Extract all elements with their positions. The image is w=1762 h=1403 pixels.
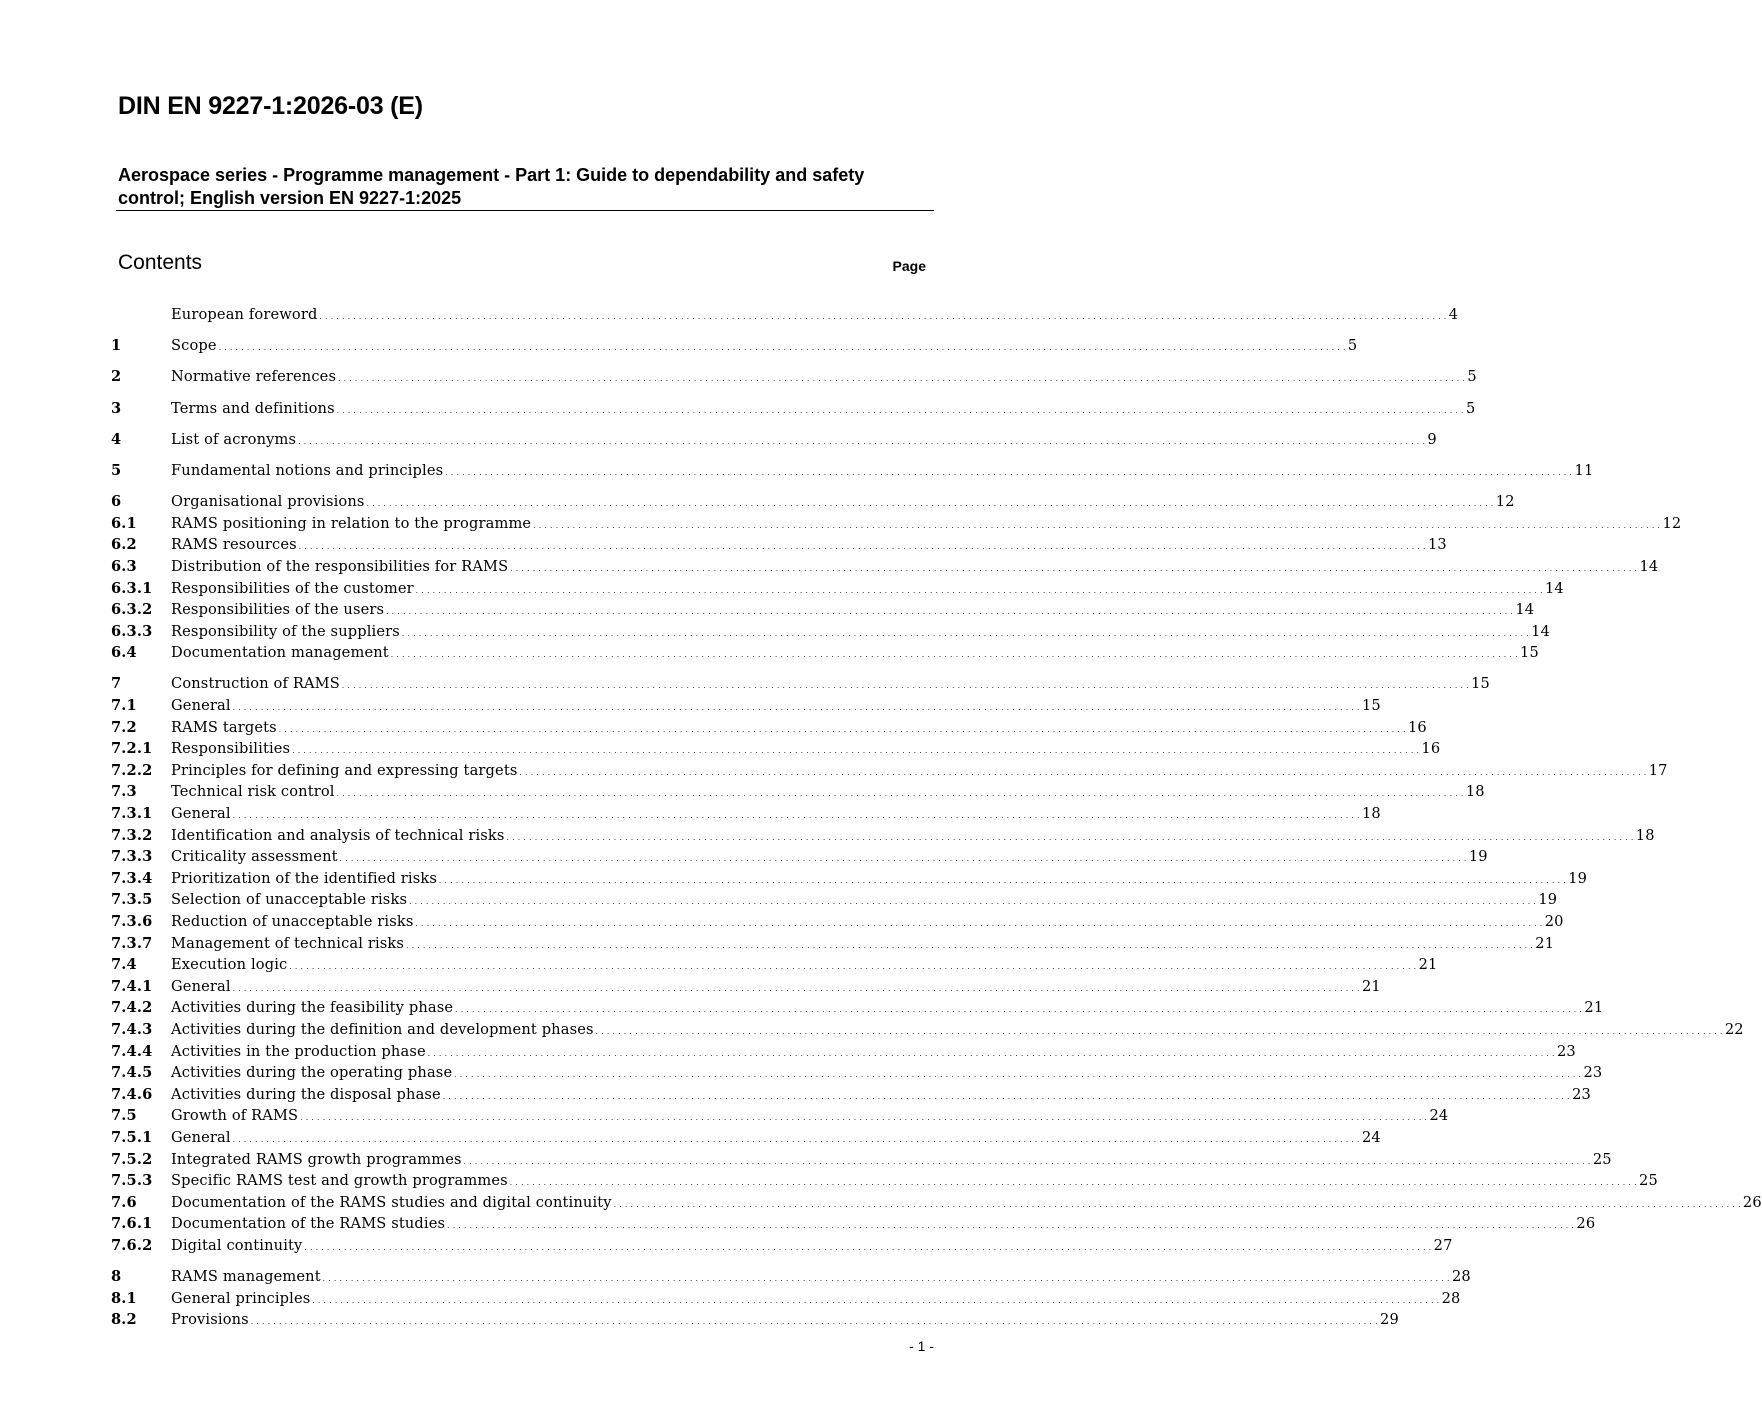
toc-section-number: 7.3.4 <box>111 869 153 887</box>
toc-section-number: 6.3.2 <box>111 601 153 619</box>
toc-dot-leader: . . . . . . . . . . . . . . . . . . . . . . . . . . . . . . . . . . . . . . . . . . . . . . . . . . . . . . . . . . . . . . . . . . . . . . . . . . . . . . . . . . . . . . . . . . . . . . . . . . . . . . . . . . . . . . . . . . . . . . . . . . . . . . . . . . . . . . . . . . . . . . . . . . . . . . . . . . . . . . . . . . . . . . . . . . . . . . . . . . . . . . . . . . . . . . . . . . . . . . . . <box>218 344 1346 353</box>
toc-section-title[interactable]: Integrated RAMS growth programmes <box>171 1150 462 1168</box>
toc-section-title[interactable]: Identification and analysis of technical risks <box>171 826 505 844</box>
toc-entry[interactable] <box>111 304 1459 326</box>
toc-dot-leader: . . . . . . . . . . . . . . . . . . . . . . . . . . . . . . . . . . . . . . . . . . . . . . . . . . . . . . . . . . . . . . . . . . . . . . . . . . . . . . . . . . . . . . . . . . . . . . . . . . . . . . . . . . . . . . . . . . . . . . . . . . . . . . . . . . . . . . . . . . . . . . . . . . . . . . . . . . . . . . . . . . . . . . . . . . . . . . . . . . . . . . . . . . . . . . . . . . . . . . . . <box>415 586 1543 595</box>
toc-page-number: 29 <box>1380 1311 1399 1329</box>
toc-dot-leader: . . . . . . . . . . . . . . . . . . . . . . . . . . . . . . . . . . . . . . . . . . . . . . . . . . . . . . . . . . . . . . . . . . . . . . . . . . . . . . . . . . . . . . . . . . . . . . . . . . . . . . . . . . . . . . . . . . . . . . . . . . . . . . . . . . . . . . . . . . . . . . . . . . . . . . . . . . . . . . . . . . . . . . . . . . . . . . . . . . . . . . . . . . . . . . . . . . . . . . . . <box>442 1092 1571 1101</box>
toc-page-number: 23 <box>1583 1064 1603 1082</box>
toc-section-title[interactable]: Specific RAMS test and growth programmes <box>171 1172 508 1190</box>
toc-dot-leader: . . . . . . . . . . . . . . . . . . . . . . . . . . . . . . . . . . . . . . . . . . . . . . . . . . . . . . . . . . . . . . . . . . . . . . . . . . . . . . . . . . . . . . . . . . . . . . . . . . . . . . . . . . . . . . . . . . . . . . . . . . . . . . . . . . . . . . . . . . . . . . . . . . . . . . . . . . . . . . . . . . . . . . . . . . . . . . . . . . . . . . . . . . . . . . . . . . . . . . . . <box>336 406 1464 415</box>
toc-dot-leader: . . . . . . . . . . . . . . . . . . . . . . . . . . . . . . . . . . . . . . . . . . . . . . . . . . . . . . . . . . . . . . . . . . . . . . . . . . . . . . . . . . . . . . . . . . . . . . . . . . . . . . . . . . . . . . . . . . . . . . . . . . . . . . . . . . . . . . . . . . . . . . . . . . . . . . . . . . . . . . . . . . . . . . . . . . . . . . . . . . . . . . . . . . . . . . . . . . . . . . . . <box>506 833 1634 842</box>
toc-page-number: 28 <box>1441 1289 1461 1307</box>
toc-dot-leader: . . . . . . . . . . . . . . . . . . . . . . . . . . . . . . . . . . . . . . . . . . . . . . . . . . . . . . . . . . . . . . . . . . . . . . . . . . . . . . . . . . . . . . . . . . . . . . . . . . . . . . . . . . . . . . . . . . . . . . . . . . . . . . . . . . . . . . . . . . . . . . . . . . . . . . . . . . . . . . . . . . . . . . . . . . . . . . . . . . . . . . . . . . . . . . . . . . . . . . . . <box>339 855 1467 864</box>
toc-dot-leader: . . . . . . . . . . . . . . . . . . . . . . . . . . . . . . . . . . . . . . . . . . . . . . . . . . . . . . . . . . . . . . . . . . . . . . . . . . . . . . . . . . . . . . . . . . . . . . . . . . . . . . . . . . . . . . . . . . . . . . . . . . . . . . . . . . . . . . . . . . . . . . . . . . . . . . . . . . . . . . . . . . . . . . . . . . . . . . . . . . . . . . . . . . . . . . . . . . . . . . . . <box>455 1006 1583 1015</box>
toc-section-title[interactable]: Normative references <box>171 368 337 386</box>
toc-section-number: 8.2 <box>111 1311 137 1329</box>
footer-page-number: - 1 - <box>909 1338 934 1354</box>
toc-entry[interactable] <box>111 1105 1449 1127</box>
toc-entry[interactable] <box>111 1235 1453 1257</box>
toc-dot-leader: . . . . . . . . . . . . . . . . . . . . . . . . . . . . . . . . . . . . . . . . . . . . . . . . . . . . . . . . . . . . . . . . . . . . . . . . . . . . . . . . . . . . . . . . . . . . . . . . . . . . . . . . . . . . . . . . . . . . . . . . . . . . . . . . . . . . . . . . . . . . . . . . . . . . . . . . . . . . . . . . . . . . . . . . . . . . . . . . . . . . . . . . . . . . . . . . . . . . . . . . <box>390 651 1519 660</box>
toc-section-number: 7.6.1 <box>111 1215 153 1233</box>
toc-dot-leader: . . . . . . . . . . . . . . . . . . . . . . . . . . . . . . . . . . . . . . . . . . . . . . . . . . . . . . . . . . . . . . . . . . . . . . . . . . . . . . . . . . . . . . . . . . . . . . . . . . . . . . . . . . . . . . . . . . . . . . . . . . . . . . . . . . . . . . . . . . . . . . . . . . . . . . . . . . . . . . . . . . . . . . . . . . . . . . . . . . . . . . . . . . . . . . . . . . . . . . . . <box>292 747 1420 756</box>
toc-page-number: 25 <box>1639 1172 1658 1190</box>
toc-entry[interactable] <box>111 366 1477 388</box>
toc-dot-leader: . . . . . . . . . . . . . . . . . . . . . . . . . . . . . . . . . . . . . . . . . . . . . . . . . . . . . . . . . . . . . . . . . . . . . . . . . . . . . . . . . . . . . . . . . . . . . . . . . . . . . . . . . . . . . . . . . . . . . . . . . . . . . . . . . . . . . . . . . . . . . . . . . . . . . . . . . . . . . . . . . . . . . . . . . . . . . . . . . . . . . . . . . . . . . . . . . . . . . . . . <box>300 1114 1428 1123</box>
toc-section-number: 2 <box>111 368 122 386</box>
toc-entry[interactable] <box>111 717 1427 739</box>
toc-dot-leader: . . . . . . . . . . . . . . . . . . . . . . . . . . . . . . . . . . . . . . . . . . . . . . . . . . . . . . . . . . . . . . . . . . . . . . . . . . . . . . . . . . . . . . . . . . . . . . . . . . . . . . . . . . . . . . . . . . . . . . . . . . . . . . . . . . . . . . . . . . . . . . . . . . . . . . . . . . . . . . . . . . . . . . . . . . . . . . . . . . . . . . . . . . . . . . . . . . . . . . . . <box>445 468 1573 477</box>
toc-dot-leader: . . . . . . . . . . . . . . . . . . . . . . . . . . . . . . . . . . . . . . . . . . . . . . . . . . . . . . . . . . . . . . . . . . . . . . . . . . . . . . . . . . . . . . . . . . . . . . . . . . . . . . . . . . . . . . . . . . . . . . . . . . . . . . . . . . . . . . . . . . . . . . . . . . . . . . . . . . . . . . . . . . . . . . . . . . . . . . . . . . . . . . . . . . . . . . . . . . . . . . . . <box>613 1200 1741 1209</box>
toc-entry[interactable] <box>111 673 1490 695</box>
toc-page-number: 19 <box>1468 848 1488 866</box>
toc-entry[interactable] <box>111 534 1447 556</box>
toc-page-number: 27 <box>1433 1236 1453 1254</box>
toc-section-number: 6.2 <box>111 536 137 554</box>
toc-page-number: 5 <box>1347 337 1358 355</box>
toc-section-title[interactable]: Scope <box>171 337 217 355</box>
toc-dot-leader: . . . . . . . . . . . . . . . . . . . . . . . . . . . . . . . . . . . . . . . . . . . . . . . . . . . . . . . . . . . . . . . . . . . . . . . . . . . . . . . . . . . . . . . . . . . . . . . . . . . . . . . . . . . . . . . . . . . . . . . . . . . . . . . . . . . . . . . . . . . . . . . . . . . . . . . . . . . . . . . . . . . . . . . . . . . . . . . . . . . . . . . . . . . . . . . . . . . . . . . . <box>298 437 1426 446</box>
toc-page-number: 9 <box>1427 430 1437 448</box>
table-of-contents <box>111 304 1762 1331</box>
toc-entry[interactable] <box>111 1127 1381 1149</box>
toc-section-title[interactable]: Growth of RAMS <box>171 1107 299 1125</box>
toc-entry[interactable] <box>111 1062 1603 1084</box>
toc-entry[interactable] <box>111 868 1588 890</box>
toc-entry[interactable] <box>111 1309 1399 1331</box>
toc-dot-leader: . . . . . . . . . . . . . . . . . . . . . . . . . . . . . . . . . . . . . . . . . . . . . . . . . . . . . . . . . . . . . . . . . . . . . . . . . . . . . . . . . . . . . . . . . . . . . . . . . . . . . . . . . . . . . . . . . . . . . . . . . . . . . . . . . . . . . . . . . . . . . . . . . . . . . . . . . . . . . . . . . . . . . . . . . . . . . . . . . . . . . . . . . . . . . . . . . . . . . . . . <box>406 941 1534 950</box>
toc-section-title[interactable]: Responsibilities of the users <box>171 601 385 619</box>
toc-dot-leader: . . . . . . . . . . . . . . . . . . . . . . . . . . . . . . . . . . . . . . . . . . . . . . . . . . . . . . . . . . . . . . . . . . . . . . . . . . . . . . . . . . . . . . . . . . . . . . . . . . . . . . . . . . . . . . . . . . . . . . . . . . . . . . . . . . . . . . . . . . . . . . . . . . . . . . . . . . . . . . . . . . . . . . . . . . . . . . . . . . . . . . . . . . . . . . . . . . . . . . . . <box>454 1071 1582 1080</box>
toc-entry[interactable] <box>111 513 1682 535</box>
toc-dot-leader: . . . . . . . . . . . . . . . . . . . . . . . . . . . . . . . . . . . . . . . . . . . . . . . . . . . . . . . . . . . . . . . . . . . . . . . . . . . . . . . . . . . . . . . . . . . . . . . . . . . . . . . . . . . . . . . . . . . . . . . . . . . . . . . . . . . . . . . . . . . . . . . . . . . . . . . . . . . . . . . . . . . . . . . . . . . . . . . . . . . . . . . . . . . . . . . . . . . . . . . . <box>322 1275 1450 1284</box>
toc-section-title[interactable]: Activities during the definition and development phases <box>171 1020 594 1038</box>
toc-section-number: 6.1 <box>111 514 137 532</box>
toc-entry[interactable] <box>111 760 1668 782</box>
toc-section-title[interactable]: General principles <box>171 1289 311 1307</box>
toc-section-number: 1 <box>111 337 122 355</box>
toc-section-number: 7.4.4 <box>111 1042 153 1060</box>
toc-entry[interactable] <box>111 1213 1596 1235</box>
toc-entry[interactable] <box>111 825 1655 847</box>
toc-entry[interactable] <box>111 599 1535 621</box>
toc-dot-leader: . . . . . . . . . . . . . . . . . . . . . . . . . . . . . . . . . . . . . . . . . . . . . . . . . . . . . . . . . . . . . . . . . . . . . . . . . . . . . . . . . . . . . . . . . . . . . . . . . . . . . . . . . . . . . . . . . . . . . . . . . . . . . . . . . . . . . . . . . . . . . . . . . . . . . . . . . . . . . . . . . . . . . . . . . . . . . . . . . . . . . . . . . . . . . . . . . . . . . . . . <box>447 1222 1575 1231</box>
toc-section-number: 7.2.1 <box>111 740 153 758</box>
toc-page-number: 22 <box>1724 1020 1744 1038</box>
toc-section-number: 7.5.1 <box>111 1128 153 1146</box>
toc-entry[interactable] <box>111 556 1659 578</box>
toc-page-number: 17 <box>1648 761 1668 779</box>
toc-page-number: 19 <box>1538 891 1558 909</box>
toc-entry[interactable] <box>111 803 1381 825</box>
toc-page-number: 28 <box>1451 1268 1471 1286</box>
toc-page-number: 5 <box>1465 399 1476 417</box>
toc-entry[interactable] <box>111 429 1437 451</box>
toc-page-number: 18 <box>1635 826 1655 844</box>
toc-dot-leader: . . . . . . . . . . . . . . . . . . . . . . . . . . . . . . . . . . . . . . . . . . . . . . . . . . . . . . . . . . . . . . . . . . . . . . . . . . . . . . . . . . . . . . . . . . . . . . . . . . . . . . . . . . . . . . . . . . . . . . . . . . . . . . . . . . . . . . . . . . . . . . . . . . . . . . . . . . . . . . . . . . . . . . . . . . . . . . . . . . . . . . . . . . . . . . . . . . . . . . . . <box>463 1157 1591 1166</box>
toc-section-number: 7.3.3 <box>111 848 153 866</box>
toc-section-title[interactable]: RAMS targets <box>171 718 277 736</box>
toc-entry[interactable] <box>111 738 1441 760</box>
toc-section-number: 6.3.1 <box>111 579 153 597</box>
toc-entry[interactable] <box>111 1041 1576 1063</box>
toc-dot-leader: . . . . . . . . . . . . . . . . . . . . . . . . . . . . . . . . . . . . . . . . . . . . . . . . . . . . . . . . . . . . . . . . . . . . . . . . . . . . . . . . . . . . . . . . . . . . . . . . . . . . . . . . . . . . . . . . . . . . . . . . . . . . . . . . . . . . . . . . . . . . . . . . . . . . . . . . . . . . . . . . . . . . . . . . . . . . . . . . . . . . . . . . . . . . . . . . . . . . . . . . <box>336 790 1464 799</box>
toc-section-number: 7.6 <box>111 1193 137 1211</box>
toc-section-title[interactable]: General <box>171 805 231 823</box>
toc-dot-leader: . . . . . . . . . . . . . . . . . . . . . . . . . . . . . . . . . . . . . . . . . . . . . . . . . . . . . . . . . . . . . . . . . . . . . . . . . . . . . . . . . . . . . . . . . . . . . . . . . . . . . . . . . . . . . . . . . . . . . . . . . . . . . . . . . . . . . . . . . . . . . . . . . . . . . . . . . . . . . . . . . . . . . . . . . . . . . . . . . . . . . . . . . . . . . . . . . . . . . . . . <box>409 898 1537 907</box>
toc-section-number: 7.6.2 <box>111 1236 153 1254</box>
toc-page-number: 21 <box>1584 999 1604 1017</box>
toc-section-number: 7.3.2 <box>111 826 153 844</box>
toc-section-number: 7.3 <box>111 783 137 801</box>
toc-entry[interactable] <box>111 398 1476 420</box>
toc-page-number: 26 <box>1576 1215 1596 1233</box>
toc-section-title[interactable]: RAMS positioning in relation to the programme <box>171 514 532 532</box>
toc-section-title[interactable]: General <box>171 1128 231 1146</box>
toc-section-number: 7.4.6 <box>111 1085 153 1103</box>
toc-section-number: 7.3.5 <box>111 891 153 909</box>
toc-page-number: 12 <box>1662 514 1682 532</box>
toc-section-number: 7.4.1 <box>111 977 153 995</box>
toc-dot-leader: . . . . . . . . . . . . . . . . . . . . . . . . . . . . . . . . . . . . . . . . . . . . . . . . . . . . . . . . . . . . . . . . . . . . . . . . . . . . . . . . . . . . . . . . . . . . . . . . . . . . . . . . . . . . . . . . . . . . . . . . . . . . . . . . . . . . . . . . . . . . . . . . . . . . . . . . . . . . . . . . . . . . . . . . . . . . . . . . . . . . . . . . . . . . . . . . . . . . . . . . <box>386 608 1514 617</box>
toc-dot-leader: . . . . . . . . . . . . . . . . . . . . . . . . . . . . . . . . . . . . . . . . . . . . . . . . . . . . . . . . . . . . . . . . . . . . . . . . . . . . . . . . . . . . . . . . . . . . . . . . . . . . . . . . . . . . . . . . . . . . . . . . . . . . . . . . . . . . . . . . . . . . . . . . . . . . . . . . . . . . . . . . . . . . . . . . . . . . . . . . . . . . . . . . . . . . . . . . . . . . . . . . <box>312 1296 1440 1305</box>
toc-section-number: 7.5 <box>111 1107 137 1125</box>
toc-entry[interactable] <box>111 642 1539 664</box>
toc-entry[interactable] <box>111 491 1515 513</box>
toc-section-title[interactable]: Activities during the feasibility phase <box>171 999 454 1017</box>
toc-section-number: 7.3.6 <box>111 913 153 930</box>
toc-section-number: 7.2 <box>111 718 137 736</box>
toc-entry[interactable] <box>111 335 1358 357</box>
toc-dot-leader: . . . . . . . . . . . . . . . . . . . . . . . . . . . . . . . . . . . . . . . . . . . . . . . . . . . . . . . . . . . . . . . . . . . . . . . . . . . . . . . . . . . . . . . . . . . . . . . . . . . . . . . . . . . . . . . . . . . . . . . . . . . . . . . . . . . . . . . . . . . . . . . . . . . . . . . . . . . . . . . . . . . . . . . . . . . . . . . . . . . . . . . . . . . . . . . . . . . . . . . . <box>427 1049 1555 1058</box>
toc-dot-leader: . . . . . . . . . . . . . . . . . . . . . . . . . . . . . . . . . . . . . . . . . . . . . . . . . . . . . . . . . . . . . . . . . . . . . . . . . . . . . . . . . . . . . . . . . . . . . . . . . . . . . . . . . . . . . . . . . . . . . . . . . . . . . . . . . . . . . . . . . . . . . . . . . . . . . . . . . . . . . . . . . . . . . . . . . . . . . . . . . . . . . . . . . . . . . . . . . . . . . . . . <box>232 704 1360 713</box>
toc-section-title[interactable]: Distribution of the responsibilities for RAMS <box>171 557 509 575</box>
toc-page-number: 15 <box>1520 644 1539 662</box>
toc-section-number: 8 <box>111 1268 122 1286</box>
toc-entry[interactable] <box>111 695 1381 717</box>
toc-section-number: 5 <box>111 461 122 479</box>
toc-dot-leader: . . . . . . . . . . . . . . . . . . . . . . . . . . . . . . . . . . . . . . . . . . . . . . . . . . . . . . . . . . . . . . . . . . . . . . . . . . . . . . . . . . . . . . . . . . . . . . . . . . . . . . . . . . . . . . . . . . . . . . . . . . . . . . . . . . . . . . . . . . . . . . . . . . . . . . . . . . . . . . . . . . . . . . . . . . . . . . . . . . . . . . . . . . . . . . . . . . . . . . . . <box>510 564 1638 573</box>
toc-section-number: 7.5.2 <box>111 1150 153 1168</box>
toc-section-title[interactable]: Principles for defining and expressing targets <box>171 761 518 779</box>
toc-section-number: 7.3.1 <box>111 805 153 823</box>
toc-section-number: 7.4.3 <box>111 1020 153 1038</box>
toc-section-title[interactable]: Prioritization of the identified risks <box>171 869 437 887</box>
toc-section-number: 7.4 <box>111 956 137 974</box>
toc-dot-leader: . . . . . . . . . . . . . . . . . . . . . . . . . . . . . . . . . . . . . . . . . . . . . . . . . . . . . . . . . . . . . . . . . . . . . . . . . . . . . . . . . . . . . . . . . . . . . . . . . . . . . . . . . . . . . . . . . . . . . . . . . . . . . . . . . . . . . . . . . . . . . . . . . . . . . . . . . . . . . . . . . . . . . . . . . . . . . . . . . . . . . . . . . . . . . . . . . . . . . . . . <box>401 629 1530 638</box>
toc-section-title[interactable]: Responsibilities <box>171 740 291 758</box>
toc-dot-leader: . . . . . . . . . . . . . . . . . . . . . . . . . . . . . . . . . . . . . . . . . . . . . . . . . . . . . . . . . . . . . . . . . . . . . . . . . . . . . . . . . . . . . . . . . . . . . . . . . . . . . . . . . . . . . . . . . . . . . . . . . . . . . . . . . . . . . . . . . . . . . . . . . . . . . . . . . . . . . . . . . . . . . . . . . . . . . . . . . . . . . . . . . . . . . . . . . . . . . . . . <box>438 876 1567 885</box>
toc-page-number: 5 <box>1467 368 1477 386</box>
toc-page-number: 14 <box>1639 557 1659 575</box>
toc-dot-leader: . . . . . . . . . . . . . . . . . . . . . . . . . . . . . . . . . . . . . . . . . . . . . . . . . . . . . . . . . . . . . . . . . . . . . . . . . . . . . . . . . . . . . . . . . . . . . . . . . . . . . . . . . . . . . . . . . . . . . . . . . . . . . . . . . . . . . . . . . . . . . . . . . . . . . . . . . . . . . . . . . . . . . . . . . . . . . . . . . . . . . . . . . . . . . . . . . . . . . . . . <box>509 1179 1638 1188</box>
document-title: Aerospace series - Programme management - Part 1: Guide to dependability and safety control; English version EN 9227-1:2025 <box>118 165 865 208</box>
toc-dot-leader: . . . . . . . . . . . . . . . . . . . . . . . . . . . . . . . . . . . . . . . . . . . . . . . . . . . . . . . . . . . . . . . . . . . . . . . . . . . . . . . . . . . . . . . . . . . . . . . . . . . . . . . . . . . . . . . . . . . . . . . . . . . . . . . . . . . . . . . . . . . . . . . . . . . . . . . . . . . . . . . . . . . . . . . . . . . . . . . . . . . . . . . . . . . . . . . . . . . . . . . . <box>250 1318 1379 1327</box>
toc-page-number: 26 <box>1742 1193 1762 1211</box>
toc-section-number: 8.1 <box>111 1289 137 1307</box>
toc-page-number: 12 <box>1495 493 1515 511</box>
toc-entry[interactable] <box>111 954 1438 976</box>
toc-section-number: 3 <box>111 399 122 417</box>
toc-page-number: 15 <box>1471 675 1490 693</box>
toc-dot-leader: . . . . . . . . . . . . . . . . . . . . . . . . . . . . . . . . . . . . . . . . . . . . . . . . . . . . . . . . . . . . . . . . . . . . . . . . . . . . . . . . . . . . . . . . . . . . . . . . . . . . . . . . . . . . . . . . . . . . . . . . . . . . . . . . . . . . . . . . . . . . . . . . . . . . . . . . . . . . . . . . . . . . . . . . . . . . . . . . . . . . . . . . . . . . . . . . . . . . . . . . <box>366 500 1494 509</box>
toc-entry[interactable] <box>111 621 1551 643</box>
toc-page-number: 13 <box>1428 536 1447 554</box>
toc-entry[interactable] <box>111 1288 1461 1310</box>
toc-entry[interactable] <box>111 889 1558 911</box>
toc-entry[interactable] <box>111 976 1381 998</box>
toc-entry[interactable] <box>111 911 1564 933</box>
toc-section-title[interactable]: Criticality assessment <box>171 848 338 866</box>
toc-section-number: 7 <box>111 675 122 693</box>
page-column-label: Page <box>892 258 926 274</box>
toc-entry[interactable] <box>111 460 1594 482</box>
toc-entry[interactable] <box>111 933 1555 955</box>
toc-section-title[interactable]: Management of technical risks <box>171 934 405 952</box>
toc-section-number: 7.2.2 <box>111 761 153 779</box>
toc-entry[interactable] <box>111 1149 1612 1171</box>
toc-page-number: 21 <box>1535 934 1555 952</box>
toc-section-title[interactable]: Construction of RAMS <box>171 675 340 693</box>
toc-entry[interactable] <box>111 781 1485 803</box>
toc-section-title[interactable]: RAMS resources <box>171 536 297 554</box>
toc-page-number: 14 <box>1531 622 1551 640</box>
toc-section-title[interactable]: List of acronyms <box>171 430 297 448</box>
toc-section-title[interactable]: Activities during the operating phase <box>171 1064 453 1082</box>
document-id: DIN EN 9227-1:2026-03 (E) <box>118 92 423 120</box>
toc-dot-leader: . . . . . . . . . . . . . . . . . . . . . . . . . . . . . . . . . . . . . . . . . . . . . . . . . . . . . . . . . . . . . . . . . . . . . . . . . . . . . . . . . . . . . . . . . . . . . . . . . . . . . . . . . . . . . . . . . . . . . . . . . . . . . . . . . . . . . . . . . . . . . . . . . . . . . . . . . . . . . . . . . . . . . . . . . . . . . . . . . . . . . . . . . . . . . . . . . . . . . . . . <box>232 812 1360 821</box>
toc-dot-leader: . . . . . . . . . . . . . . . . . . . . . . . . . . . . . . . . . . . . . . . . . . . . . . . . . . . . . . . . . . . . . . . . . . . . . . . . . . . . . . . . . . . . . . . . . . . . . . . . . . . . . . . . . . . . . . . . . . . . . . . . . . . . . . . . . . . . . . . . . . . . . . . . . . . . . . . . . . . . . . . . . . . . . . . . . . . . . . . . . . . . . . . . . . . . . . . . . . . . . . . . <box>232 984 1360 993</box>
toc-section-number: 4 <box>111 430 122 448</box>
toc-dot-leader: . . . . . . . . . . . . . . . . . . . . . . . . . . . . . . . . . . . . . . . . . . . . . . . . . . . . . . . . . . . . . . . . . . . . . . . . . . . . . . . . . . . . . . . . . . . . . . . . . . . . . . . . . . . . . . . . . . . . . . . . . . . . . . . . . . . . . . . . . . . . . . . . . . . . . . . . . . . . . . . . . . . . . . . . . . . . . . . . . . . . . . . . . . . . . . . . . . . . . . . . <box>278 725 1406 734</box>
toc-page-number: 24 <box>1429 1107 1449 1125</box>
toc-section-title[interactable]: Documentation management <box>171 644 389 662</box>
toc-section-title[interactable]: Terms and definitions <box>171 399 335 417</box>
toc-dot-leader: . . . . . . . . . . . . . . . . . . . . . . . . . . . . . . . . . . . . . . . . . . . . . . . . . . . . . . . . . . . . . . . . . . . . . . . . . . . . . . . . . . . . . . . . . . . . . . . . . . . . . . . . . . . . . . . . . . . . . . . . . . . . . . . . . . . . . . . . . . . . . . . . . . . . . . . . . . . . . . . . . . . . . . . . . . . . . . . . . . . . . . . . . . . . . . . . . . . . . . . . <box>298 543 1426 552</box>
toc-dot-leader: . . . . . . . . . . . . . . . . . . . . . . . . . . . . . . . . . . . . . . . . . . . . . . . . . . . . . . . . . . . . . . . . . . . . . . . . . . . . . . . . . . . . . . . . . . . . . . . . . . . . . . . . . . . . . . . . . . . . . . . . . . . . . . . . . . . . . . . . . . . . . . . . . . . . . . . . . . . . . . . . . . . . . . . . . . . . . . . . . . . . . . . . . . . . . . . . . . . . . . . . <box>519 768 1647 777</box>
toc-dot-leader: . . . . . . . . . . . . . . . . . . . . . . . . . . . . . . . . . . . . . . . . . . . . . . . . . . . . . . . . . . . . . . . . . . . . . . . . . . . . . . . . . . . . . . . . . . . . . . . . . . . . . . . . . . . . . . . . . . . . . . . . . . . . . . . . . . . . . . . . . . . . . . . . . . . . . . . . . . . . . . . . . . . . . . . . . . . . . . . . . . . . . . . . . . . . . . . . . . . . . . . . <box>289 963 1417 972</box>
toc-section-title[interactable]: Documentation of the RAMS studies and digital continuity <box>171 1193 612 1211</box>
toc-page-number: 15 <box>1361 697 1381 715</box>
toc-section-title[interactable]: Execution logic <box>171 956 288 974</box>
toc-section-title[interactable]: Activities in the production phase <box>171 1042 426 1060</box>
toc-section-number: 6.3 <box>111 557 137 575</box>
toc-page-number: 11 <box>1574 461 1594 479</box>
toc-section-number: 7.5.3 <box>111 1172 153 1190</box>
toc-page-number: 19 <box>1568 869 1588 887</box>
toc-section-title[interactable]: Fundamental notions and principles <box>171 461 444 479</box>
toc-dot-leader: . . . . . . . . . . . . . . . . . . . . . . . . . . . . . . . . . . . . . . . . . . . . . . . . . . . . . . . . . . . . . . . . . . . . . . . . . . . . . . . . . . . . . . . . . . . . . . . . . . . . . . . . . . . . . . . . . . . . . . . . . . . . . . . . . . . . . . . . . . . . . . . . . . . . . . . . . . . . . . . . . . . . . . . . . . . . . . . . . . . . . . . . . . . . . . . . . . . . . . . . <box>415 920 1543 928</box>
toc-page-number: 18 <box>1465 783 1485 801</box>
toc-section-number: 6.4 <box>111 644 137 662</box>
toc-page-number: 14 <box>1545 579 1564 597</box>
toc-section-title[interactable]: Technical risk control <box>171 783 335 801</box>
toc-entry[interactable] <box>111 1084 1591 1106</box>
toc-dot-leader: . . . . . . . . . . . . . . . . . . . . . . . . . . . . . . . . . . . . . . . . . . . . . . . . . . . . . . . . . . . . . . . . . . . . . . . . . . . . . . . . . . . . . . . . . . . . . . . . . . . . . . . . . . . . . . . . . . . . . . . . . . . . . . . . . . . . . . . . . . . . . . . . . . . . . . . . . . . . . . . . . . . . . . . . . . . . . . . . . . . . . . . . . . . . . . . . . . . . . . . . <box>533 521 1661 530</box>
toc-section-number: 7.4.5 <box>111 1064 153 1082</box>
toc-section-number: 7.1 <box>111 697 137 715</box>
toc-section-title[interactable]: Digital continuity <box>171 1236 303 1254</box>
toc-page-number: 18 <box>1361 805 1381 823</box>
toc-page-number: 23 <box>1556 1042 1576 1060</box>
toc-page-number: 4 <box>1448 306 1459 323</box>
toc-page-number: 16 <box>1408 718 1427 736</box>
toc-entry[interactable] <box>111 1192 1762 1214</box>
toc-page-number: 24 <box>1361 1128 1381 1146</box>
toc-dot-leader: . . . . . . . . . . . . . . . . . . . . . . . . . . . . . . . . . . . . . . . . . . . . . . . . . . . . . . . . . . . . . . . . . . . . . . . . . . . . . . . . . . . . . . . . . . . . . . . . . . . . . . . . . . . . . . . . . . . . . . . . . . . . . . . . . . . . . . . . . . . . . . . . . . . . . . . . . . . . . . . . . . . . . . . . . . . . . . . . . . . . . . . . . . . . . . . . . . . . . . . . <box>595 1027 1723 1036</box>
toc-section-title[interactable]: General <box>171 977 231 995</box>
toc-dot-leader: . . . . . . . . . . . . . . . . . . . . . . . . . . . . . . . . . . . . . . . . . . . . . . . . . . . . . . . . . . . . . . . . . . . . . . . . . . . . . . . . . . . . . . . . . . . . . . . . . . . . . . . . . . . . . . . . . . . . . . . . . . . . . . . . . . . . . . . . . . . . . . . . . . . . . . . . . . . . . . . . . . . . . . . . . . . . . . . . . . . . . . . . . . . . . . . . . . . . . . . . <box>319 313 1447 321</box>
toc-section-number: 7.4.2 <box>111 999 153 1017</box>
toc-section-title[interactable]: Activities during the disposal phase <box>171 1085 441 1103</box>
toc-section-number: 6.3.3 <box>111 622 153 640</box>
toc-section-title[interactable]: General <box>171 697 231 715</box>
toc-page-number: 25 <box>1592 1150 1612 1168</box>
toc-section-title[interactable]: Reduction of unacceptable risks <box>171 913 414 930</box>
toc-entry[interactable] <box>111 1019 1744 1041</box>
toc-dot-leader: . . . . . . . . . . . . . . . . . . . . . . . . . . . . . . . . . . . . . . . . . . . . . . . . . . . . . . . . . . . . . . . . . . . . . . . . . . . . . . . . . . . . . . . . . . . . . . . . . . . . . . . . . . . . . . . . . . . . . . . . . . . . . . . . . . . . . . . . . . . . . . . . . . . . . . . . . . . . . . . . . . . . . . . . . . . . . . . . . . . . . . . . . . . . . . . . . . . . . . . . <box>341 682 1470 691</box>
toc-section-title[interactable]: Responsibilities of the customer <box>171 579 414 597</box>
toc-section-title[interactable]: RAMS management <box>171 1268 321 1286</box>
toc-section-number: 7.3.7 <box>111 934 153 952</box>
toc-section-title[interactable]: Selection of unacceptable risks <box>171 891 408 909</box>
toc-section-title[interactable]: Organisational provisions <box>171 493 365 511</box>
toc-dot-leader: . . . . . . . . . . . . . . . . . . . . . . . . . . . . . . . . . . . . . . . . . . . . . . . . . . . . . . . . . . . . . . . . . . . . . . . . . . . . . . . . . . . . . . . . . . . . . . . . . . . . . . . . . . . . . . . . . . . . . . . . . . . . . . . . . . . . . . . . . . . . . . . . . . . . . . . . . . . . . . . . . . . . . . . . . . . . . . . . . . . . . . . . . . . . . . . . . . . . . . . . <box>232 1135 1360 1144</box>
toc-page-number: 23 <box>1572 1085 1591 1103</box>
title-divider <box>116 210 934 211</box>
toc-entry[interactable] <box>111 578 1564 600</box>
toc-entry[interactable] <box>111 846 1488 868</box>
toc-dot-leader: . . . . . . . . . . . . . . . . . . . . . . . . . . . . . . . . . . . . . . . . . . . . . . . . . . . . . . . . . . . . . . . . . . . . . . . . . . . . . . . . . . . . . . . . . . . . . . . . . . . . . . . . . . . . . . . . . . . . . . . . . . . . . . . . . . . . . . . . . . . . . . . . . . . . . . . . . . . . . . . . . . . . . . . . . . . . . . . . . . . . . . . . . . . . . . . . . . . . . . . . <box>338 375 1466 384</box>
toc-page-number: 21 <box>1361 977 1381 995</box>
toc-section-title[interactable]: European foreword <box>171 306 318 323</box>
toc-section-title[interactable]: Documentation of the RAMS studies <box>171 1215 446 1233</box>
toc-page-number: 14 <box>1515 601 1535 619</box>
toc-section-title[interactable]: Provisions <box>171 1311 249 1329</box>
toc-section-title[interactable]: Responsibility of the suppliers <box>171 622 400 640</box>
toc-entry[interactable] <box>111 1266 1471 1288</box>
toc-page-number: 16 <box>1421 740 1441 758</box>
toc-page-number: 20 <box>1544 913 1564 930</box>
toc-section-number: 6 <box>111 493 122 511</box>
toc-page-number: 21 <box>1418 956 1438 974</box>
toc-entry[interactable] <box>111 997 1604 1019</box>
contents-heading: Contents <box>118 251 203 274</box>
toc-dot-leader: . . . . . . . . . . . . . . . . . . . . . . . . . . . . . . . . . . . . . . . . . . . . . . . . . . . . . . . . . . . . . . . . . . . . . . . . . . . . . . . . . . . . . . . . . . . . . . . . . . . . . . . . . . . . . . . . . . . . . . . . . . . . . . . . . . . . . . . . . . . . . . . . . . . . . . . . . . . . . . . . . . . . . . . . . . . . . . . . . . . . . . . . . . . . . . . . . . . . . . . . <box>304 1243 1432 1252</box>
toc-entry[interactable] <box>111 1170 1658 1192</box>
